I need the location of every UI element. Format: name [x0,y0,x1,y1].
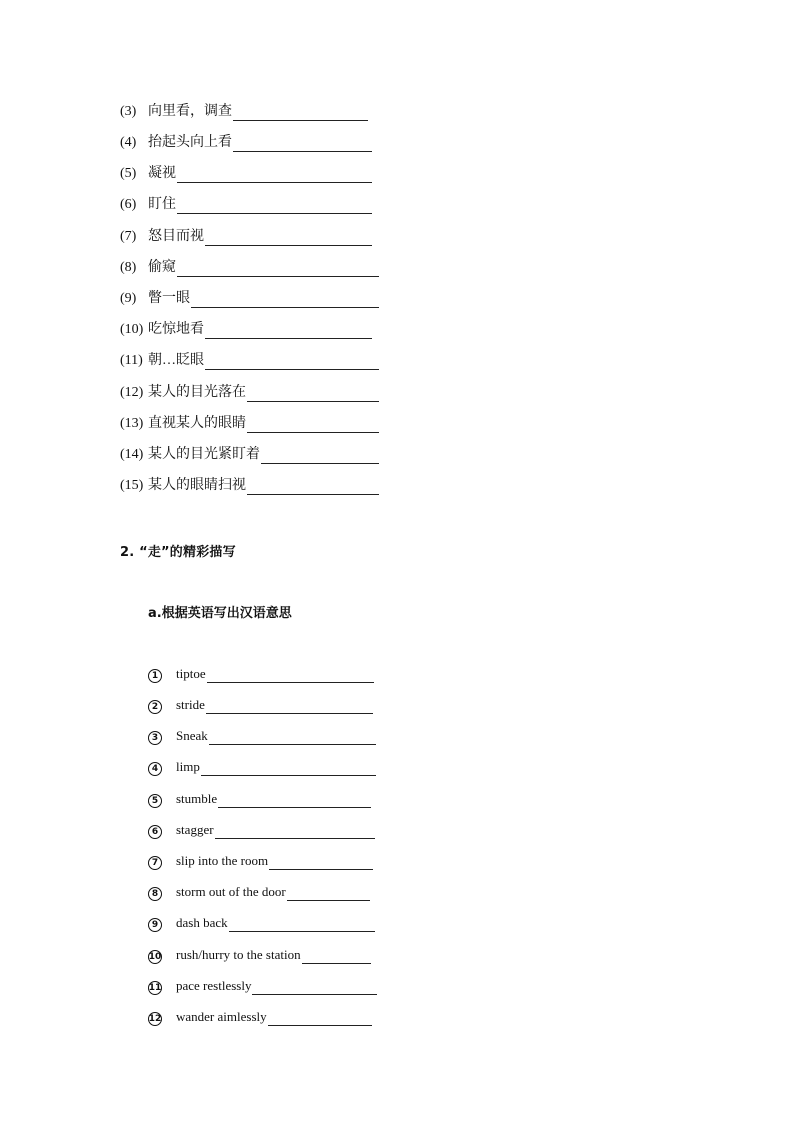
answer-blank[interactable] [233,106,368,121]
answer-blank[interactable] [218,793,371,808]
item-text: 怒目而视 [148,229,204,244]
item-text: slip into the room [176,853,269,868]
answer-blank[interactable] [177,199,372,214]
item-text: storm out of the door [176,884,286,899]
vocab-item [120,228,372,246]
item-number: (13) [120,416,144,431]
item-text: Sneak [176,728,208,743]
item-text: 盯住 [148,197,176,212]
vocab-item [120,259,379,277]
english-item [148,727,376,745]
item-text: 向里看，调查 [148,104,232,119]
english-item [148,821,375,839]
answer-blank[interactable] [201,761,376,776]
answer-blank[interactable] [229,917,375,932]
answer-blank[interactable] [269,855,373,870]
circled-number: 10 [148,950,162,964]
answer-blank[interactable] [206,699,373,714]
answer-blank[interactable] [247,387,379,402]
english-item [148,696,373,714]
item-text: 朝…眨眼 [148,353,204,368]
circled-number: 12 [148,1012,162,1026]
answer-blank[interactable] [233,137,372,152]
answer-blank[interactable] [215,824,375,839]
answer-blank[interactable] [252,980,377,995]
answer-blank[interactable] [191,293,379,308]
circled-number: 6 [148,825,162,839]
vocab-item [120,477,379,495]
vocab-item [120,103,368,121]
vocab-item [120,321,372,339]
english-item [148,883,370,901]
circled-number: 3 [148,731,162,745]
circled-number: 8 [148,887,162,901]
answer-blank[interactable] [205,324,372,339]
item-text: pace restlessly [176,978,252,993]
item-number: (7) [120,229,137,244]
circled-number: 7 [148,856,162,870]
item-text: stagger [176,822,214,837]
item-number: (6) [120,197,137,212]
item-number: (3) [120,104,137,119]
item-text: 偷窥 [148,260,176,275]
item-text: 某人的目光紧盯着 [148,447,260,462]
circled-number: 11 [148,981,162,995]
circled-number: 9 [148,918,162,932]
item-text: 某人的眼睛扫视 [148,478,246,493]
vocab-item [120,446,379,464]
item-text: dash back [176,915,228,930]
answer-blank[interactable] [261,449,379,464]
item-text: 凝视 [148,166,176,181]
vocab-item [120,352,379,370]
item-text: tiptoe [176,666,206,681]
item-number: (12) [120,385,144,400]
item-text: wander aimlessly [176,1009,267,1024]
english-item [148,977,377,995]
section-subheading: a.根据英语写出汉语意思 [148,606,292,621]
vocab-item [120,165,372,183]
item-number: (8) [120,260,137,275]
vocab-item [120,290,379,308]
english-item [148,665,374,683]
answer-blank[interactable] [177,262,379,277]
answer-blank[interactable] [205,355,379,370]
english-item [148,946,371,964]
item-text: 抬起头向上看 [148,135,232,150]
item-number: (10) [120,322,144,337]
item-number: (5) [120,166,137,181]
section-heading: 2. “走”的精彩描写 [120,545,236,560]
item-text: 直视某人的眼睛 [148,416,246,431]
vocab-item [120,134,372,152]
vocab-item [120,384,379,402]
english-item [148,852,373,870]
answer-blank[interactable] [302,949,371,964]
item-text: rush/hurry to the station [176,947,301,962]
item-text: 瞥一眼 [148,291,190,306]
item-number: (9) [120,291,137,306]
english-item [148,1008,372,1026]
item-text: 某人的目光落在 [148,385,246,400]
item-number: (14) [120,447,144,462]
item-number: (11) [120,353,143,368]
answer-blank[interactable] [209,730,376,745]
answer-blank[interactable] [268,1011,372,1026]
circled-number: 4 [148,762,162,776]
item-text: 吃惊地看 [148,322,204,337]
item-text: limp [176,759,200,774]
circled-number: 5 [148,794,162,808]
circled-number: 2 [148,700,162,714]
answer-blank[interactable] [205,231,372,246]
vocab-item [120,196,372,214]
item-number: (4) [120,135,137,150]
vocab-item [120,415,379,433]
item-text: stumble [176,791,218,806]
english-item [148,790,371,808]
circled-number: 1 [148,669,162,683]
item-text: stride [176,697,205,712]
answer-blank[interactable] [177,168,372,183]
english-item [148,914,375,932]
answer-blank[interactable] [247,418,379,433]
answer-blank[interactable] [247,480,379,495]
answer-blank[interactable] [287,886,370,901]
answer-blank[interactable] [207,668,374,683]
item-number: (15) [120,478,144,493]
english-item [148,758,376,776]
